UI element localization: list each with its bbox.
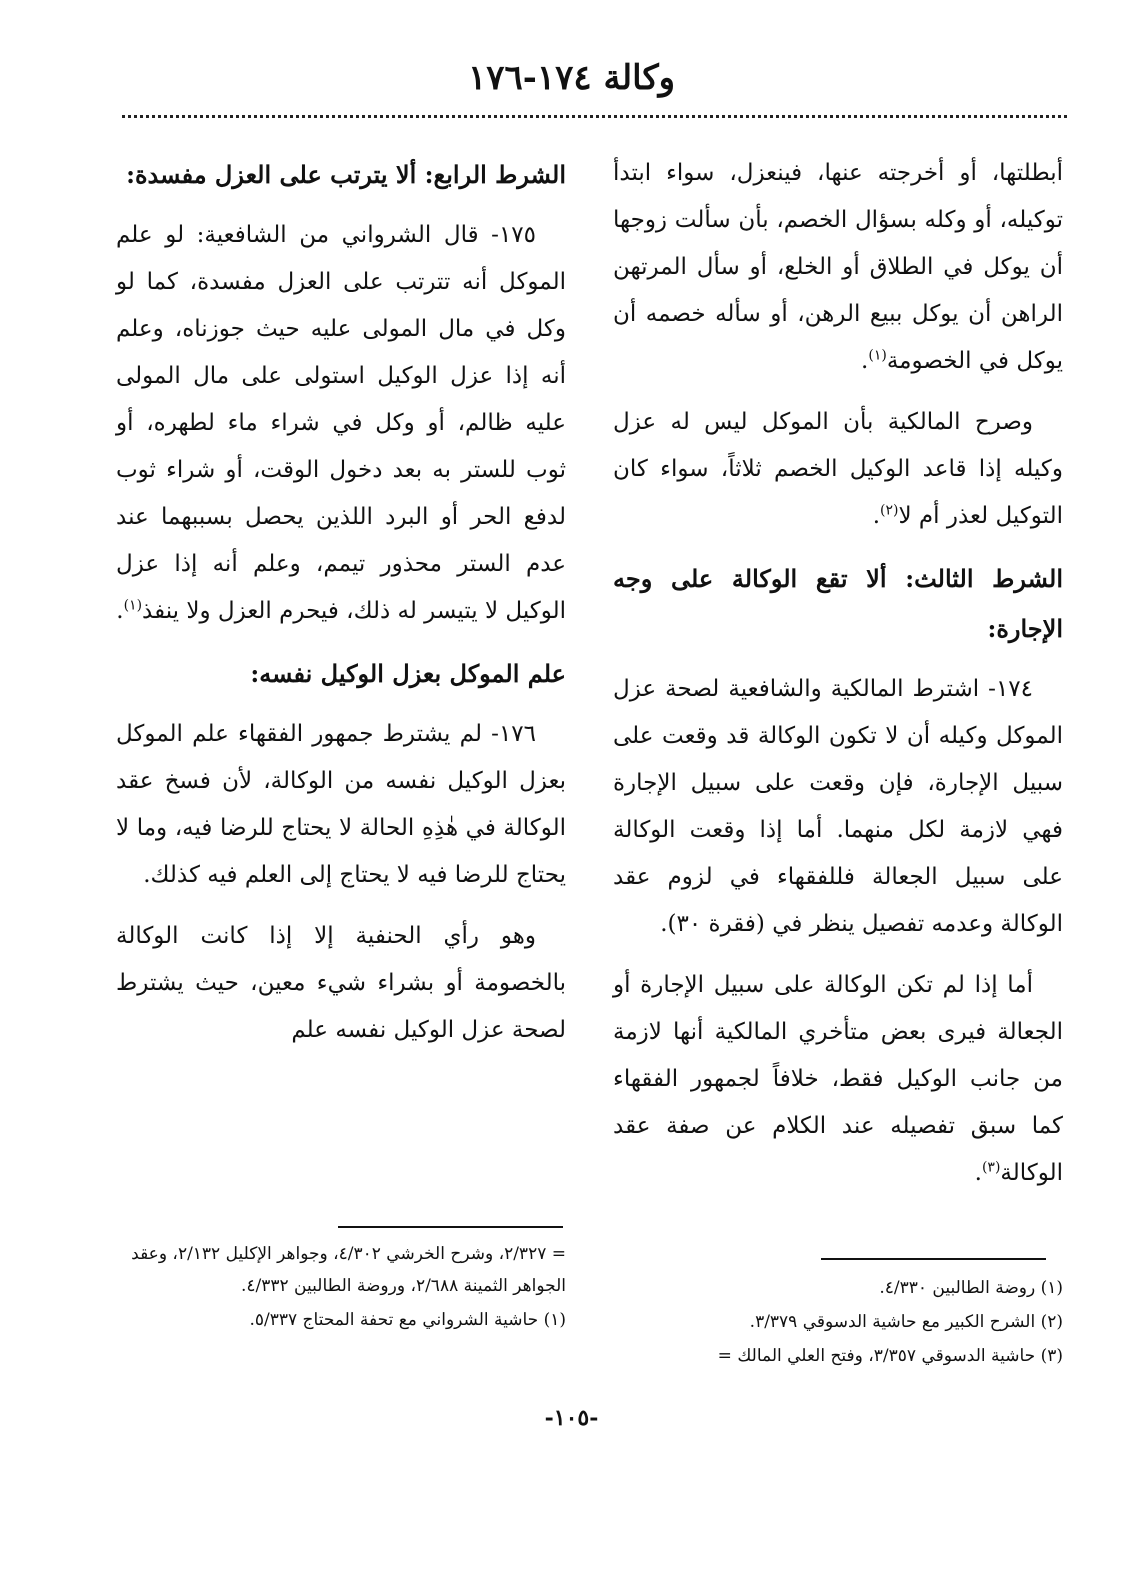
section-heading-condition-3: الشرط الثالث: ألا تقع الوكالة على وجه الإجارة: — [613, 564, 1063, 643]
footnote-ref-3: (٣) — [981, 1159, 1001, 1176]
header-dotted-rule — [122, 115, 1067, 118]
footnote-ref-left-1: (١) — [123, 597, 143, 614]
paragraph-175-text: ١٧٥- قال الشرواني من الشافعية: لو علم الموكل أنه تترتب على العزل مفسدة، كما لو وكل في مال المولى عليه حيث جوزناه، وعلم أنه إذا عزل الوكيل استولى على مال المولى عليه ظالم، أو وكل في شراء ماء لطهره، أو ثوب للستر به بعد دخول الوقت، أو شراء ثوب لدفع الحر أو البرد اللذين يحصل بسببهما عند عدم الستر محذور تيمم، وعلم أنه إذا عزل الوكيل لا يتيسر له ذلك، فيحرم العزل ولا ينفذ — [116, 222, 566, 624]
footnote-item: (١) روضة الطالبين ٤/٣٣٠. — [879, 1278, 1063, 1298]
paragraph-175: ١٧٥- قال الشرواني من الشافعية: لو علم الموكل أنه تترتب على العزل مفسدة، كما لو وكل في مال المولى عليه حيث جوزناه، وعلم أنه إذا عزل الوكيل استولى على مال المولى عليه ظالم، أو وكل في شراء ماء لطهره، أو ثوب للستر به بعد دخول الوقت، أو شراء ثوب لدفع الحر أو البرد اللذين يحصل بسببهما عند عدم الستر محذور تيمم، وعلم أنه إذا عزل الوكيل لا يتيسر له ذلك، فيحرم العزل ولا ينفذ$^{(١)}$. — [116, 222, 566, 624]
footnote-ref-2: (٢) — [880, 502, 899, 519]
right-paragraph-1: أبطلتها، أو أخرجته عنها، فينعزل، سواء ابتدأ توكيله، أو وكله بسؤال الخصم، بأن سألت زوجها أن يوكل في الطلاق أو الخلع، أو سأل المرتهن الراهن أن يوكل ببيع الرهن، أو سأله خصمه أن يوكل في الخصومة$^{(١)}$. — [613, 160, 1063, 374]
footnotes-left — [116, 1238, 566, 1338]
footnote-item: (١) حاشية الشرواني مع تحفة المحتاج ٥/٣٣٧. — [249, 1310, 566, 1330]
footnote-rule-right — [821, 1258, 1046, 1260]
footnote-ref-1: (١) — [868, 347, 887, 364]
page-number: -١٠٥- — [544, 1405, 599, 1431]
right-paragraph-2-text: وصرح المالكية بأن الموكل ليس له عزل وكيله إذا قاعد الوكيل الخصم ثلاثاً، سواء كان التوكيل لعذر أم لا — [613, 409, 1063, 529]
page-header-title: وكالة ١٧٤-١٧٦ — [467, 58, 676, 98]
footnote-item: = ٢/٣٢٧، وشرح الخرشي ٤/٣٠٢، وجواهر الإكليل ٢/١٣٢، وعقد الجواهر الثمينة ٢/٦٨٨، وروضة الطالبين ٤/٣٣٢. — [131, 1244, 566, 1296]
right-paragraph-2: وصرح المالكية بأن الموكل ليس له عزل وكيله إذا قاعد الوكيل الخصم ثلاثاً، سواء كان التوكيل لعذر أم لا$^{(٢)}$. — [613, 409, 1063, 529]
footnotes-right — [613, 1272, 1063, 1374]
right-paragraph-4-text: أما إذا لم تكن الوكالة على سبيل الإجارة أو الجعالة فيرى بعض متأخري المالكية أنها لازمة من جانب الوكيل فقط، خلافاً لجمهور الفقهاء كما سبق تفصيله عند الكلام عن صفة عقد الوكالة — [613, 972, 1063, 1186]
right-column — [613, 150, 1063, 1211]
right-paragraph-4: أما إذا لم تكن الوكالة على سبيل الإجارة أو الجعالة فيرى بعض متأخري المالكية أنها لازمة من جانب الوكيل فقط، خلافاً لجمهور الفقهاء كما سبق تفصيله عند الكلام عن صفة عقد الوكالة$^{(٣)}$. — [613, 972, 1063, 1186]
section-heading-agent-knowledge: علم الموكل بعزل الوكيل نفسه: — [250, 659, 566, 688]
paragraph-176: ١٧٦- لم يشترط جمهور الفقهاء علم الموكل بعزل الوكيل نفسه من الوكالة، لأن فسخ عقد الوكالة في هٰذِهِ الحالة لا يحتاج للرضا فيه، وما لا يحتاج للرضا فيه لا يحتاج إلى العلم فيه كذلك. — [116, 721, 566, 888]
footnote-item: (٢) الشرح الكبير مع حاشية الدسوقي ٣/٣٧٩. — [749, 1312, 1063, 1332]
footnote-item: (٣) حاشية الدسوقي ٣/٣٥٧، وفتح العلي المالك = — [717, 1346, 1063, 1366]
section-heading-condition-4: الشرط الرابع: ألا يترتب على العزل مفسدة: — [126, 160, 566, 189]
left-column — [116, 150, 566, 1068]
footnote-rule-left — [338, 1226, 563, 1228]
right-paragraph-1-text: أبطلتها، أو أخرجته عنها، فينعزل، سواء ابتدأ توكيله، أو وكله بسؤال الخصم، بأن سألت زوجها أن يوكل في الطلاق أو الخلع، أو سأل المرتهن الراهن أن يوكل ببيع الرهن، أو سأله خصمه أن يوكل في الخصومة — [613, 160, 1063, 374]
paragraph-174: ١٧٤- اشترط المالكية والشافعية لصحة عزل الموكل وكيله أن لا تكون الوكالة قد وقعت على سبيل الإجارة، فإن وقعت على سبيل الإجارة فهي لازمة لكل منهما. أما إذا وقعت الوكالة على سبيل الجعالة فللفقهاء في لزوم عقد الوكالة وعدمه تفصيل ينظر في (فقرة ٣٠). — [613, 676, 1063, 937]
left-paragraph-3: وهو رأي الحنفية إلا إذا كانت الوكالة بالخصومة أو بشراء شيء معين، حيث يشترط لصحة عزل الوكيل نفسه علم — [116, 923, 566, 1043]
